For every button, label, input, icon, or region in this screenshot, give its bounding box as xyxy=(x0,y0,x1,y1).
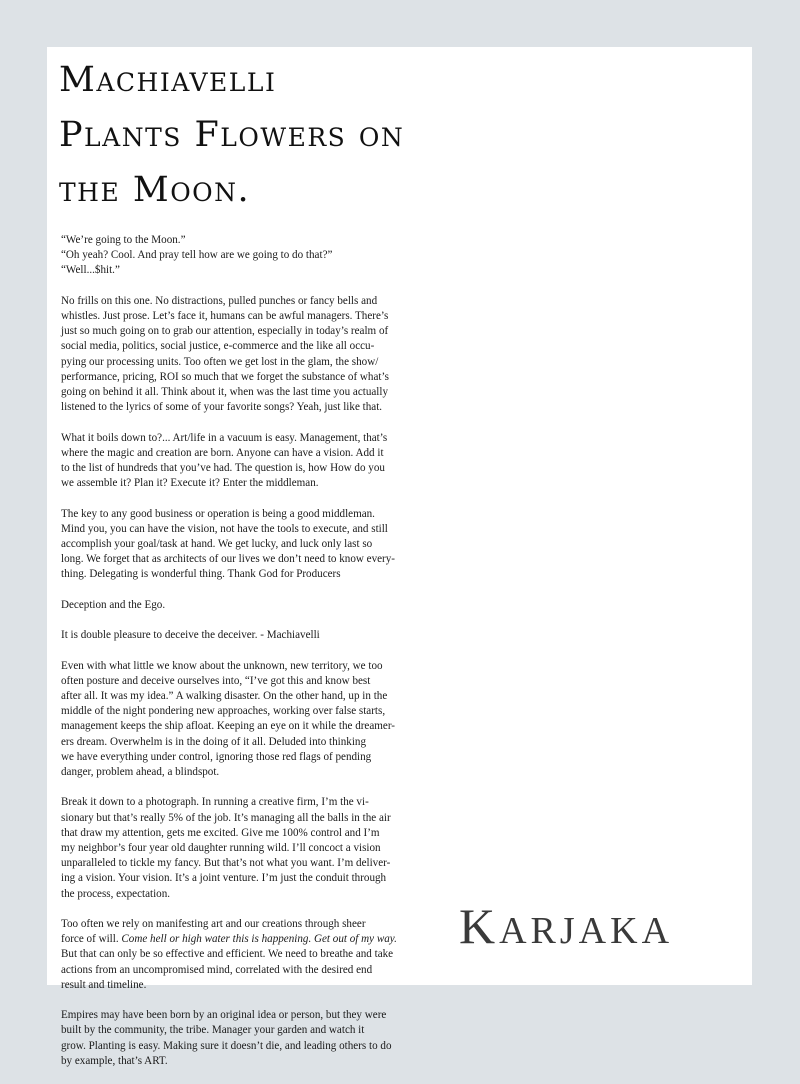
paragraph-middleman xyxy=(61,507,411,583)
article-page xyxy=(47,47,752,1067)
text-line: actions from an uncompromised mind, correlated with the desired end xyxy=(61,963,373,976)
text-line: management keeps the ship afloat. Keeping an eye on it while the dreamer- xyxy=(61,720,396,733)
text-line: whistles. Just prose. Let’s face it, humans can be awful managers. There’s xyxy=(61,310,389,322)
paragraph-photograph xyxy=(61,795,411,901)
text-line: by example, that’s ART. xyxy=(61,1054,168,1067)
paragraph-empires xyxy=(61,1008,411,1069)
text-line: pying our processing units. Too often we get lost in the glam, the show/ xyxy=(61,355,379,368)
text-line: Break it down to a photograph. In running a creative firm, I’m the vi- xyxy=(61,796,369,809)
text-line: the process, expectation. xyxy=(61,887,171,900)
paragraph-no-frills xyxy=(61,294,411,416)
article-title xyxy=(59,53,404,218)
text-line: What it boils down to?... Art/life in a vacuum is easy. Management, that’s xyxy=(61,431,388,444)
text-line: Deception and the Ego. xyxy=(61,598,166,611)
text-line: No frills on this one. No distractions, pulled punches or fancy bells and xyxy=(61,294,378,307)
text-line: result and timeline. xyxy=(61,978,147,991)
text-line: after all. It was my idea.” A walking disaster. On the other hand, up in the xyxy=(61,690,388,702)
text-line: that draw my attention, gets me excited. Give me 100% control and I’m xyxy=(61,826,380,839)
text-line: The key to any good business or operation is being a good middleman. xyxy=(61,507,375,520)
text-line: going on behind it all. Think about it, when was the last time you actually xyxy=(61,386,389,399)
text-line: to the list of hundreds that you’ve had. The question is, how How do you xyxy=(61,462,385,475)
text-line: often posture and deceive ourselves into, “I’ve got this and know best xyxy=(61,674,371,687)
paragraph-force-of-will xyxy=(61,917,411,993)
dialogue-line: “Well...$hit.” xyxy=(61,264,120,277)
text-line: middle of the night pondering new approaches, working over false starts, xyxy=(61,705,386,718)
dialogue-line: “We’re going to the Moon.” xyxy=(61,234,186,246)
section-heading-deception xyxy=(61,598,411,613)
text-line: we assemble it? Plan it? Execute it? Enter the middleman. xyxy=(61,477,319,490)
text-run: force of will. xyxy=(61,933,122,946)
text-line: Even with what little we know about the unknown, new territory, we too xyxy=(61,659,383,672)
brand-logo xyxy=(459,897,673,955)
text-line: danger, problem ahead, a blindspot. xyxy=(61,766,220,779)
text-line: performance, pricing, ROI so much that we forget the substance of what’s xyxy=(61,370,389,383)
title-line-3: the Moon. xyxy=(59,170,251,210)
text-line: built by the community, the tribe. Manager your garden and watch it xyxy=(61,1024,365,1037)
title-line-1: Machiavelli xyxy=(59,60,277,100)
dialogue-block xyxy=(61,233,411,279)
text-line: listened to the lyrics of some of your favorite songs? Yeah, just like that. xyxy=(61,401,383,414)
paragraph-unknown xyxy=(61,659,411,781)
text-line: sionary but that’s really 5% of the job. It’s managing all the balls in the air xyxy=(61,811,391,824)
text-line: grow. Planting is easy. Making sure it doesn’t die, and leading others to do xyxy=(61,1039,392,1052)
brand-rest: ARJAKA xyxy=(499,910,674,952)
brand-initial: K xyxy=(459,898,500,954)
text-line: just so much going on to grab our attention, especially in today’s realm of xyxy=(61,325,389,338)
italic-emphasis: Come hell or high water this is happening. Get out of my way. xyxy=(121,933,397,946)
text-line: It is double pleasure to deceive the deceiver. - Machiavelli xyxy=(61,629,320,642)
article-body xyxy=(61,233,411,1084)
text-line: accomplish your goal/task at hand. We get lucky, and luck only last so xyxy=(61,538,373,551)
text-line: my neighbor’s four year old daughter running wild. I’ll concoct a vision xyxy=(61,842,381,855)
text-line: social media, politics, social justice, e-commerce and the like all occu- xyxy=(61,340,375,353)
paragraph-boils-down xyxy=(61,431,411,492)
text-line: Mind you, you can have the vision, not have the tools to execute, and still xyxy=(61,522,388,535)
text-line: we have everything under control, ignoring those red flags of pending xyxy=(61,750,372,763)
text-line: Too often we rely on manifesting art and our creations through sheer xyxy=(61,918,366,931)
text-line: long. We forget that as architects of our lives we don’t need to know every- xyxy=(61,553,395,566)
text-line: But that can only be so effective and efficient. We need to breathe and take xyxy=(61,948,394,961)
dialogue-line: “Oh yeah? Cool. And pray tell how are we going to do that?” xyxy=(61,249,333,262)
machiavelli-quote xyxy=(61,628,411,643)
text-line xyxy=(61,932,411,947)
title-line-2: Plants Flowers on xyxy=(59,115,405,155)
text-line: where the magic and creation are born. Anyone can have a vision. Add it xyxy=(61,446,384,459)
text-line: ing a vision. Your vision. It’s a joint venture. I’m just the conduit through xyxy=(61,872,387,885)
text-line: thing. Delegating is wonderful thing. Thank God for Producers xyxy=(61,568,341,581)
text-line: Empires may have been born by an original idea or person, but they were xyxy=(61,1009,387,1022)
text-line: ers dream. Overwhelm is in the doing of it all. Deluded into thinking xyxy=(61,735,367,748)
text-line: unparalleled to tickle my fancy. But that’s not what you want. I’m deliver- xyxy=(61,857,391,870)
